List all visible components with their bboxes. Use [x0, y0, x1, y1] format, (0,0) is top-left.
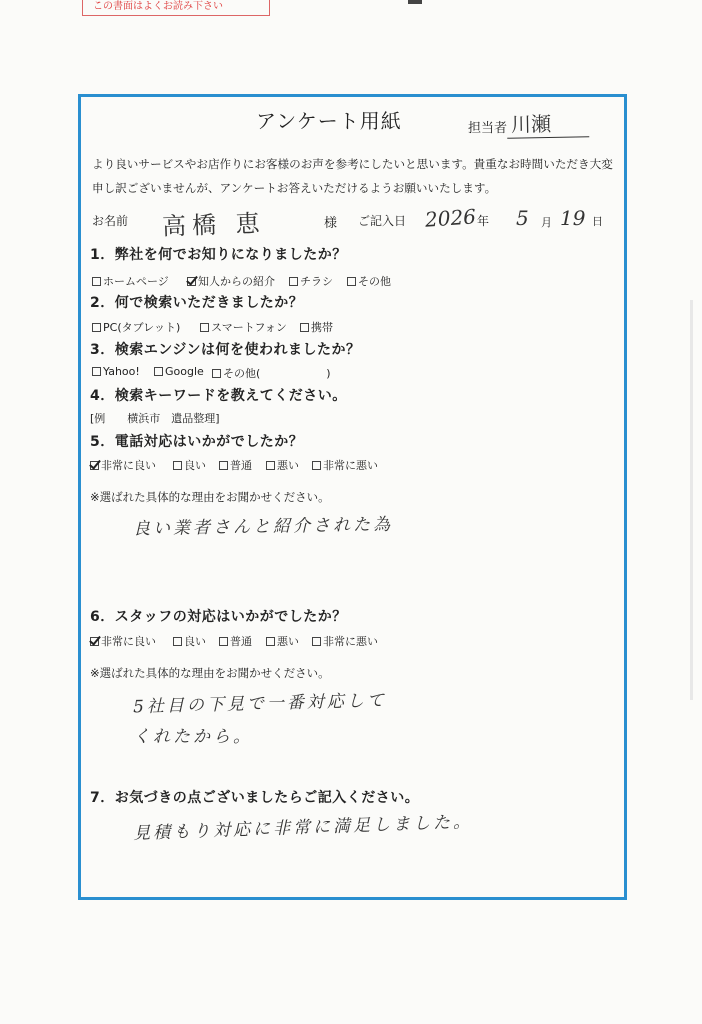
q5-option-good[interactable]: [173, 457, 206, 473]
option-label: 普通: [230, 635, 252, 648]
option-label: Yahoo!: [103, 365, 140, 378]
option-label: 携帯: [311, 321, 333, 334]
scan-mark: [408, 0, 422, 4]
option-label: その他( ): [223, 367, 331, 380]
checkbox[interactable]: [92, 367, 101, 376]
checkbox[interactable]: [300, 323, 309, 332]
checkbox[interactable]: [312, 461, 321, 470]
q5-option-very-good[interactable]: [90, 457, 156, 473]
option-label: スマートフォン: [211, 321, 287, 334]
name-label: お名前: [92, 214, 129, 228]
q1-option-referral[interactable]: [187, 273, 275, 289]
option-label: 非常に悪い: [323, 635, 378, 648]
q5-option-very-bad[interactable]: [312, 457, 378, 473]
top-warning-note: この書面はよくお読み下さい: [82, 0, 270, 16]
checkbox-checked[interactable]: [90, 461, 99, 470]
option-label: 普通: [230, 459, 252, 472]
intro-line-2: 申し訳ございませんが、アンケートお答えいただけるようお願いいたします。: [92, 181, 497, 195]
month-unit: 月: [541, 216, 552, 229]
checkbox[interactable]: [92, 277, 101, 286]
checkbox[interactable]: [347, 277, 356, 286]
q1-option-other[interactable]: [347, 273, 391, 289]
question-7: 7．お気づきの点ございましたらご記入ください。: [90, 790, 420, 806]
checkbox[interactable]: [312, 637, 321, 646]
option-label: 悪い: [277, 459, 299, 472]
option-label: チラシ: [300, 275, 333, 288]
option-label: PC(タブレット): [103, 321, 181, 334]
honorific: 様: [324, 216, 338, 231]
name-field[interactable]: 高橋 恵: [161, 209, 267, 241]
checkbox[interactable]: [289, 277, 298, 286]
q5-reason-answer[interactable]: 良い業者さんと紹介された為: [132, 514, 394, 540]
staff-label: 担当者: [468, 121, 508, 136]
day-unit: 日: [592, 215, 603, 228]
q7-comment-answer[interactable]: 見積もり対応に非常に満足しました。: [132, 812, 474, 844]
checkbox[interactable]: [92, 323, 101, 332]
question-5: 5．電話対応はいかがでしたか？: [90, 434, 304, 450]
q6-option-bad[interactable]: [266, 633, 299, 649]
option-label: 非常に悪い: [323, 459, 378, 472]
option-label: 良い: [184, 635, 206, 648]
checkbox-checked[interactable]: [90, 637, 99, 646]
checkbox[interactable]: [219, 461, 228, 470]
option-label: ホームページ: [103, 275, 169, 288]
q3-option-yahoo[interactable]: [92, 365, 140, 378]
option-label: 悪い: [277, 635, 299, 648]
q5-option-normal[interactable]: [219, 457, 252, 473]
intro-line-1: より良いサービスやお店作りにお客様のお声を参考にしたいと思います。貴重なお時間いただき大変: [92, 157, 613, 171]
q6-option-very-bad[interactable]: [312, 633, 378, 649]
option-label: 非常に良い: [101, 635, 156, 648]
q2-option-mobile[interactable]: [300, 319, 333, 335]
checkbox[interactable]: [200, 323, 209, 332]
option-label: Google: [165, 365, 204, 378]
q5-option-bad[interactable]: [266, 457, 299, 473]
question-2: 2．何で検索いただきましたか？: [90, 295, 304, 311]
date-label: ご記入日: [358, 214, 407, 228]
q1-option-homepage[interactable]: [92, 273, 169, 289]
checkbox[interactable]: [173, 637, 182, 646]
q6-option-very-good[interactable]: [90, 633, 156, 649]
option-label: その他: [358, 275, 391, 288]
scan-streak: [690, 300, 693, 700]
q3-option-other[interactable]: [212, 365, 331, 381]
q6-reason-answer-line-2[interactable]: くれたから。: [133, 727, 253, 747]
question-4: 4．検索キーワードを教えてください。: [90, 388, 347, 404]
q1-option-flyer[interactable]: [289, 273, 333, 289]
form-title: アンケート用紙: [256, 109, 402, 133]
q6-option-good[interactable]: [173, 633, 206, 649]
option-label: 良い: [184, 459, 206, 472]
q2-option-smartphone[interactable]: [200, 319, 287, 335]
checkbox-checked[interactable]: [187, 277, 196, 286]
date-month-field[interactable]: 5: [516, 206, 529, 230]
option-label: 非常に良い: [101, 459, 156, 472]
question-6: 6．スタッフの対応はいかがでしたか？: [90, 609, 347, 625]
checkbox[interactable]: [212, 369, 221, 378]
date-year-field[interactable]: 2026: [424, 204, 477, 232]
keyword-example: [例 横浜市 遺品整理]: [90, 412, 220, 425]
option-label: 知人からの紹介: [198, 275, 275, 288]
q6-reason-prompt: ※選ばれた具体的な理由をお聞かせください。: [90, 666, 330, 680]
checkbox[interactable]: [266, 637, 275, 646]
question-1: 1．弊社を何でお知りになりましたか？: [90, 247, 347, 263]
checkbox[interactable]: [219, 637, 228, 646]
checkbox[interactable]: [154, 367, 163, 376]
q6-option-normal[interactable]: [219, 633, 252, 649]
q3-option-google[interactable]: [154, 365, 204, 378]
year-unit: 年: [477, 214, 490, 228]
date-day-field[interactable]: 19: [560, 206, 586, 230]
staff-name-field[interactable]: 川瀬: [507, 107, 590, 138]
q5-reason-prompt: ※選ばれた具体的な理由をお聞かせください。: [90, 490, 330, 504]
q2-option-pc[interactable]: [92, 319, 180, 335]
checkbox[interactable]: [266, 461, 275, 470]
checkbox[interactable]: [173, 461, 182, 470]
q6-reason-answer-line-1[interactable]: 5社目の下見で一番対応して: [132, 690, 388, 718]
question-3: 3．検索エンジンは何を使われましたか？: [90, 342, 361, 358]
